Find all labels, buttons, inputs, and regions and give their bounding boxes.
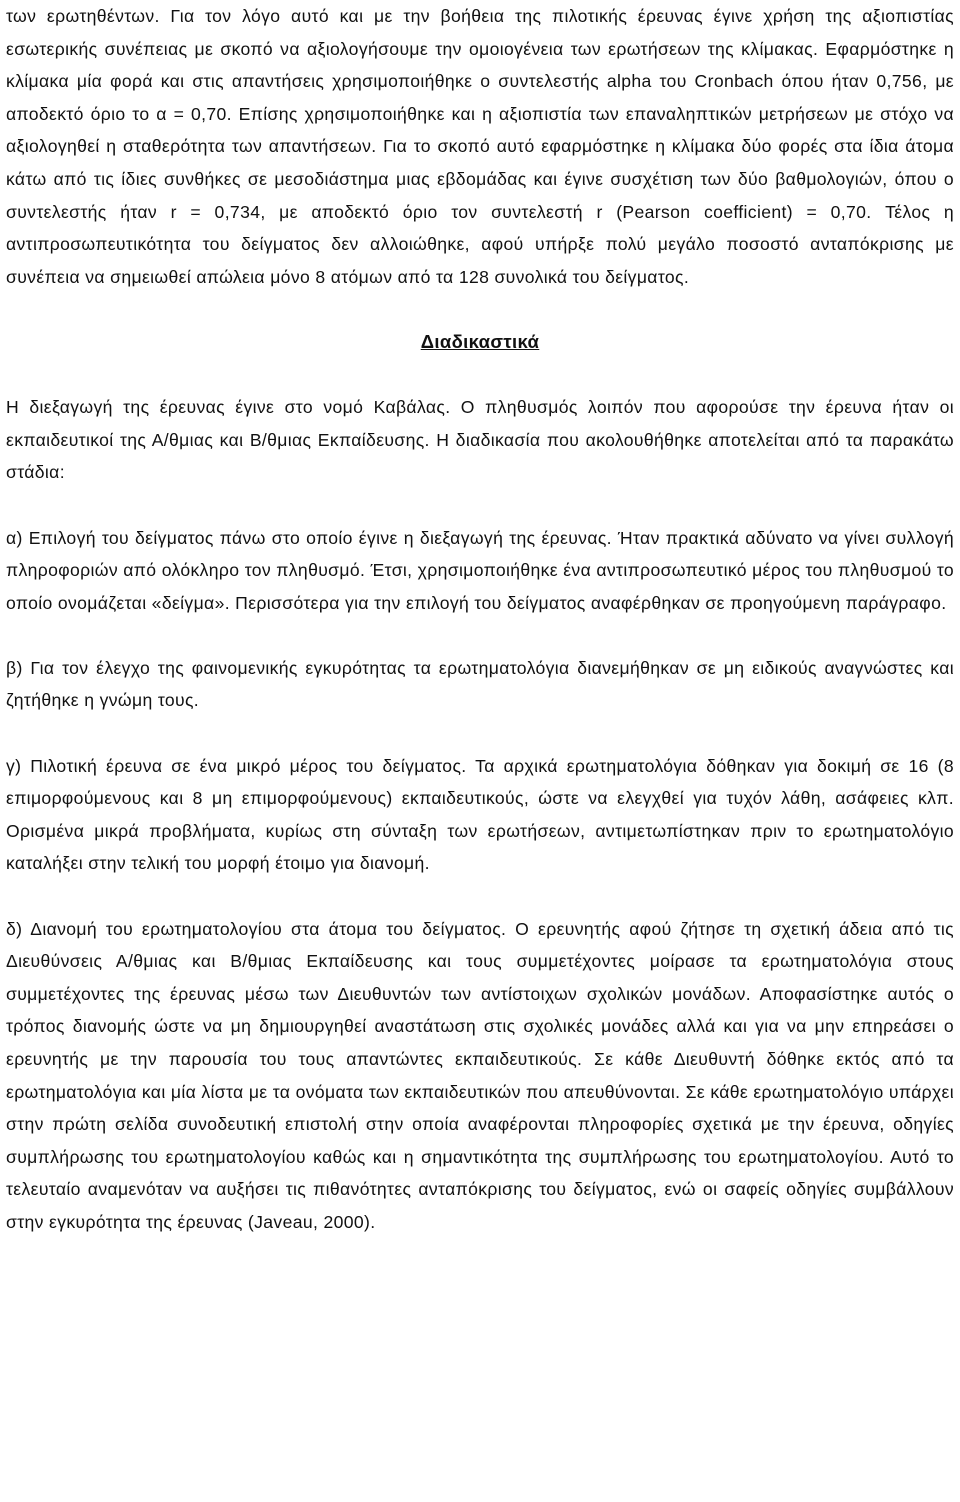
document-page — [6, 0, 954, 1239]
stage-c-paragraph: γ) Πιλοτική έρευνα σε ένα μικρό μέρος του δείγματος. Τα αρχικά ερωτηματολόγια δόθηκαν για δοκιμή σε 16 (8 επιμορφούμενους και 8 μη επιμορφούμενους) εκπαιδευτικούς, ώστε να ελεγχθεί για τυχόν λάθη, ασάφειες κλπ. Ορισμένα μικρά προβλήματα, κυρίως στη σύνταξη των ερωτήσεων, αντιμετωπίστηκαν πριν το ερωτηματολόγιο καταλήξει στην τελική του μορφή έτοιμο για διανομή. — [6, 755, 954, 874]
stage-b-paragraph: β) Για τον έλεγχο της φαινομενικής εγκυρότητας τα ερωτηματολόγια διανεμήθηκαν σε μη ειδικούς αναγνώστες και ζητήθηκε η γνώμη τους. — [6, 657, 954, 711]
spacer — [6, 489, 954, 522]
section-heading: Διαδικαστικά — [420, 330, 540, 352]
spacer — [6, 359, 954, 392]
spacer — [6, 293, 954, 326]
spacer — [6, 619, 954, 652]
spacer — [6, 717, 954, 750]
spacer — [6, 880, 954, 913]
intro-paragraph: των ερωτηθέντων. Για τον λόγο αυτό και με την βοήθεια της πιλοτικής έρευνας έγινε χρήση της αξιοπιστίας εσωτερικής συνέπειας με σκοπό να αξιολογήσουμε την ομοιογένεια των ερωτήσεων της κλίμακας. Εφαρμόστηκε η κλίμακα μία φορά και στις απαντήσεις χρησιμοποιήθηκε ο συντελεστής alpha του Cronbach όπου ήταν 0,756, με αποδεκτό όριο το α = 0,70. Επίσης χρησιμοποιήθηκε και η αξιοπιστία των επαναληπτικών μετρήσεων με στόχο να αξιολογηθεί η σταθερότητα των απαντήσεων. Για το σκοπό αυτό εφαρμόστηκε η κλίμακα δύο φορές στα ίδια άτομα κάτω από τις ίδιες συνθήκες σε μεσοδιάστημα μιας εβδομάδας και έγινε συσχέτιση των δύο βαθμολογιών, όπου ο συντελεστής ήταν r = 0,734, με αποδεκτό όριο τον συντελεστή r (Pearson coefficient) = 0,70. Τέλος η αντιπροσωπευτικότητα του δείγματος δεν αλλοιώθηκε, αφού υπήρξε πολύ μεγάλο ποσοστό ανταπόκρισης με συνέπεια να σημειωθεί απώλεια μόνο 8 ατόμων από τα 128 συνολικά του δείγματος. — [6, 6, 954, 287]
stage-d-paragraph: δ) Διανομή του ερωτηματολογίου στα άτομα του δείγματος. Ο ερευνητής αφού ζήτησε τη σχετική άδεια από τις Διευθύνσεις Α/θμιας και Β/θμιας Εκπαίδευσης και τους συμμετέχοντες μοίρασε τα ερωτηματολόγια στους συμμετέχοντες της έρευνας μέσω των Διευθυντών των αντίστοιχων σχολικών μονάδων. Αποφασίστηκε αυτός ο τρόπος διανομής ώστε να μη δημιουργηθεί αναστάτωση στις σχολικές μονάδες αλλά και για να μην επηρεάσει ο ερευνητής με την παρουσία του τους απαντώντες εκπαιδευτικούς. Σε κάθε Διευθυντή δόθηκε εκτός από τα ερωτηματολόγια και μία λίστα με τα ονόματα των εκπαιδευτικών που απευθύνονται. Σε κάθε ερωτηματολόγιο υπάρχει στην πρώτη σελίδα συνοδευτική επιστολή στην οποία αναφέρονται πληροφορίες σχετικά με την έρευνα, οδηγίες συμπλήρωσης του ερωτηματολογίου καθώς και η σημαντικότητα της συμπλήρωσης του ερωτηματολογίου. Αυτό το τελευταίο αναμενόταν να αυξήσει τις πιθανότητες ανταπόκρισης του δείγματος, ενώ οι σαφείς οδηγίες συμβάλλουν στην εγκυρότητα της έρευνας (Javeau, 2000). — [6, 918, 954, 1232]
stage-a-paragraph: α) Επιλογή του δείγματος πάνω στο οποίο έγινε η διεξαγωγή της έρευνας. Ήταν πρακτικά αδύνατο να γίνει συλλογή πληροφοριών από ολόκληρο τον πληθυσμό. Έτσι, χρησιμοποιήθηκε ένα αντιπροσωπευτικό μέρος του πληθυσμού το οποίο ονομάζεται «δείγμα». Περισσότερα για την επιλογή του δείγματος αναφέρθηκαν σε προηγούμενη παράγραφο. — [6, 527, 954, 613]
procedure-intro-paragraph: Η διεξαγωγή της έρευνας έγινε στο νομό Καβάλας. Ο πληθυσμός λοιπόν που αφορούσε την έρευνα ήταν οι εκπαιδευτικοί της Α/θμιας και Β/θμιας Εκπαίδευσης. Η διαδικασία που ακολουθήθηκε αποτελείται από τα παρακάτω στάδια: — [6, 397, 954, 483]
